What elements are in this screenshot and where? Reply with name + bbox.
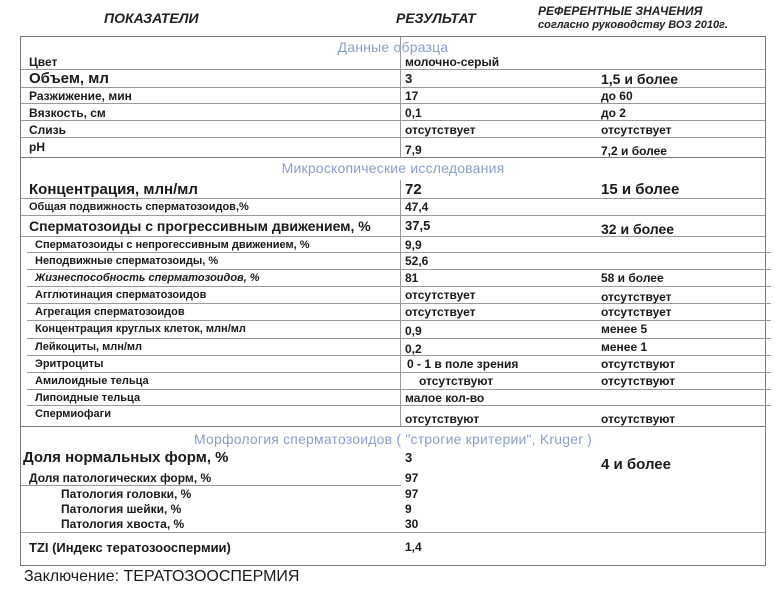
row-reference: до 2 <box>601 106 626 120</box>
row-label: Объем, мл <box>29 70 109 87</box>
row-result: 3 <box>405 71 413 86</box>
table-row <box>21 70 765 88</box>
table-row <box>21 217 765 237</box>
row-reference: отсутствуют <box>601 374 676 388</box>
table-row <box>21 487 765 503</box>
table-row <box>27 288 771 304</box>
row-reference: 32 и более <box>601 221 675 237</box>
table-row <box>21 123 765 138</box>
row-result: отсутствует <box>405 305 476 319</box>
row-reference: менее 1 <box>601 340 648 354</box>
table-row <box>21 471 419 486</box>
row-label: Концентрация, млн/мл <box>29 181 198 198</box>
row-result: отсутствуют <box>405 412 480 426</box>
table-row <box>27 238 771 253</box>
row-label: Цвет <box>29 55 58 69</box>
row-label: Эритроциты <box>35 358 104 370</box>
table-row <box>27 271 771 287</box>
table-row <box>21 179 765 199</box>
row-result: 30 <box>405 517 419 531</box>
table-row <box>27 340 771 356</box>
section-title: Микроскопические исследования <box>281 160 505 176</box>
row-reference: 7,2 и более <box>601 144 667 158</box>
row-reference: отсутствуют <box>601 357 676 371</box>
row-result: 0 - 1 в поле зрения <box>407 357 519 371</box>
column-header-reference-subtitle: согласно руководству ВОЗ 2010г. <box>538 19 728 31</box>
row-result: 7,9 <box>405 143 422 157</box>
row-label: Липоидные тельца <box>35 392 141 404</box>
row-result: 0,1 <box>405 106 422 120</box>
row-reference: до 60 <box>601 89 633 103</box>
row-label: Агрегация сперматозоидов <box>35 306 185 318</box>
row-label: Патология шейки, % <box>61 502 182 516</box>
table-row <box>21 106 765 121</box>
row-result: 52,6 <box>405 254 429 268</box>
row-result: 9,9 <box>405 238 422 252</box>
conclusion: Заключение: ТЕРАТОЗООСПЕРМИЯ <box>24 568 300 585</box>
row-result: молочно-серый <box>405 55 500 69</box>
row-label: TZI (Индекс тератозооспермии) <box>29 540 231 555</box>
table-row <box>21 55 765 70</box>
row-label: Концентрация круглых клеток, млн/мл <box>35 323 246 335</box>
table-row <box>27 374 771 390</box>
row-result: 0,2 <box>405 342 422 356</box>
row-result: малое кол-во <box>405 391 485 405</box>
row-result: 72 <box>405 181 422 198</box>
table-row <box>27 305 771 321</box>
table-header <box>0 0 775 40</box>
row-label: Неподвижные сперматозоиды, % <box>35 255 219 267</box>
column-header-indicators: ПОКАЗАТЕЛИ <box>104 10 199 26</box>
row-result: 17 <box>405 89 419 103</box>
row-label: Лейкоциты, млн/мл <box>35 341 143 353</box>
table-row <box>21 502 765 518</box>
row-reference: отсутствует <box>601 290 672 304</box>
table-row <box>27 391 771 406</box>
row-label: рН <box>29 140 45 154</box>
row-label: Амилоидные тельца <box>35 375 149 387</box>
row-result: 0,9 <box>405 324 422 338</box>
row-label: Сперматозоиды с прогрессивным движением, % <box>29 218 371 234</box>
table-row <box>21 540 765 558</box>
section-microscopic <box>20 157 766 427</box>
row-result: 1,4 <box>405 540 422 554</box>
row-result: 97 <box>405 487 419 501</box>
row-reference: отсутствует <box>601 305 672 319</box>
row-result: 97 <box>405 471 419 485</box>
row-label: Спермиофаги <box>35 408 111 420</box>
row-label: Доля патологических форм, % <box>29 471 212 485</box>
row-label: Агглютинация сперматозоидов <box>35 289 207 301</box>
row-reference: менее 5 <box>601 322 648 336</box>
table-row <box>21 200 765 216</box>
table-row <box>21 517 765 533</box>
row-result: отсутствует <box>405 123 476 137</box>
row-label: Сперматозоиды с непрогессивным движением, % <box>35 239 310 251</box>
row-result: отсутствует <box>405 288 476 302</box>
row-reference: 58 и более <box>601 271 664 285</box>
row-result: 9 <box>405 502 412 516</box>
section-sample-data <box>20 36 766 158</box>
table-row <box>27 407 771 427</box>
row-result: 81 <box>405 271 419 285</box>
row-reference: 1,5 и более <box>601 71 678 87</box>
row-reference: отсутствуют <box>601 412 676 426</box>
row-result: 47,4 <box>405 200 429 214</box>
row-result: 3 <box>405 450 413 465</box>
row-label: Патология хвоста, % <box>61 517 185 531</box>
section-title: Морфология сперматозоидов ( "строгие критерии", Kruger ) <box>193 431 593 447</box>
row-label: Доля нормальных форм, % <box>23 449 229 466</box>
section-title: Данные образца <box>337 39 449 55</box>
row-label: Слизь <box>29 123 67 137</box>
row-label: Разжижение, мин <box>29 89 132 103</box>
row-result: отсутствуют <box>419 374 494 388</box>
table-row <box>27 357 771 373</box>
row-label: Вязкость, см <box>29 106 106 120</box>
row-label: Жизнеспособность сперматозоидов, % <box>35 272 260 284</box>
row-reference: 4 и более <box>601 456 671 473</box>
column-header-result: РЕЗУЛЬТАТ <box>396 10 476 26</box>
table-row <box>27 254 771 270</box>
row-label: Общая подвижность сперматозоидов,% <box>29 201 249 213</box>
table-row <box>15 449 759 473</box>
row-reference: 15 и более <box>601 181 680 198</box>
section-morphology <box>20 426 766 566</box>
row-result: 37,5 <box>405 218 431 233</box>
table-row <box>21 140 765 158</box>
table-row <box>27 322 771 339</box>
row-label: Патология головки, % <box>61 487 192 501</box>
row-reference: отсутствует <box>601 123 672 137</box>
column-header-reference: РЕФЕРЕНТНЫЕ ЗНАЧЕНИЯ <box>538 4 703 18</box>
table-row <box>21 89 765 104</box>
